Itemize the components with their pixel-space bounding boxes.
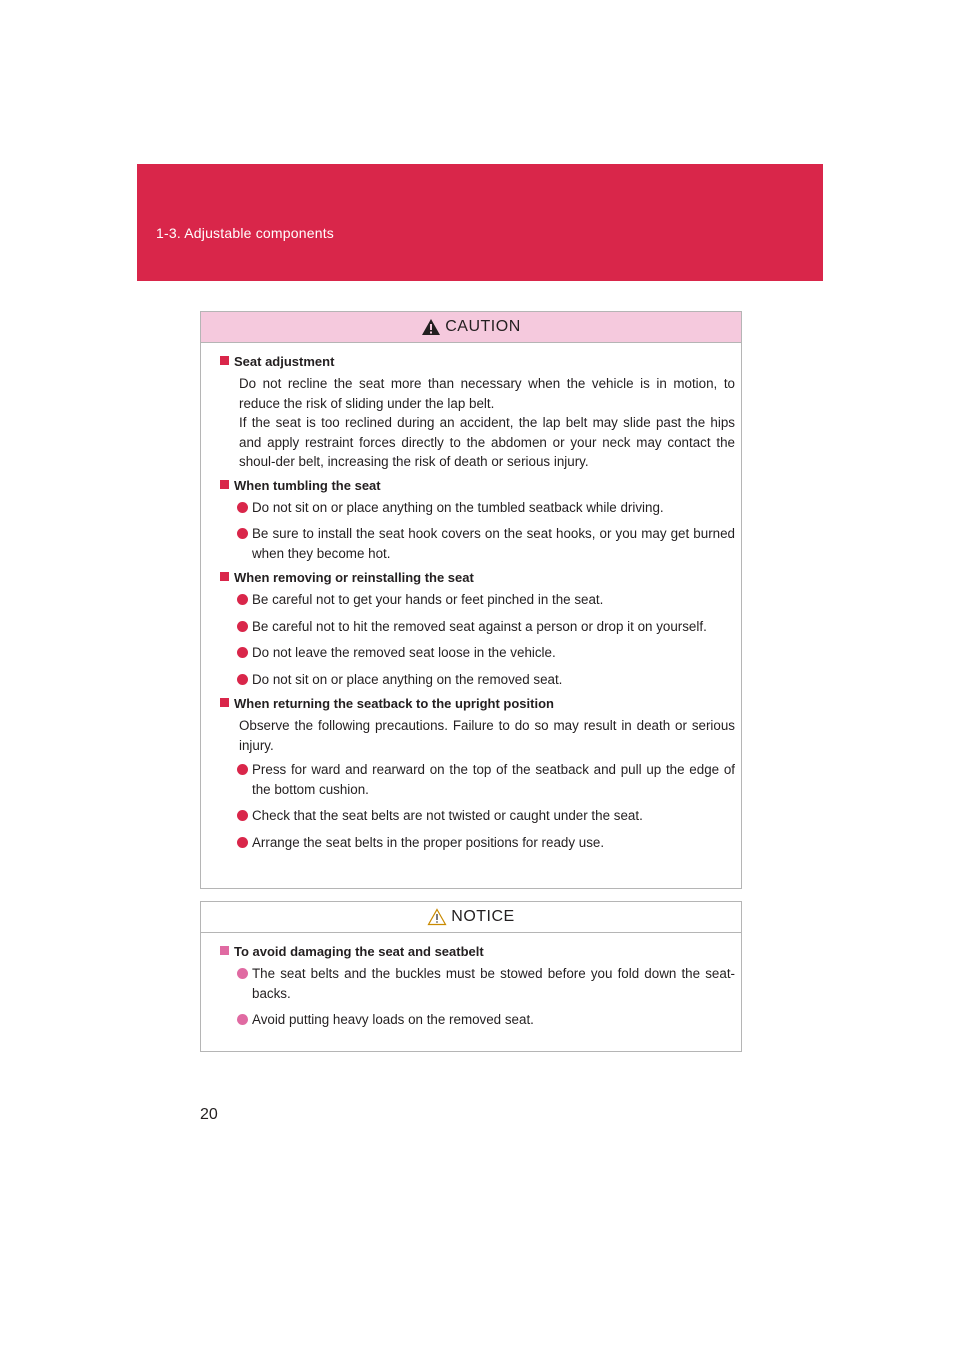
list-item: Arrange the seat belts in the proper positions for ready use. xyxy=(220,833,735,853)
list-item: Check that the seat belts are not twisted or caught under the seat. xyxy=(220,806,735,826)
bullet-icon xyxy=(237,594,248,605)
body-paragraph: Do not recline the seat more than necessary when the vehicle is in motion, to reduce the risk of sliding under the lap belt. xyxy=(239,376,735,411)
bullet-icon xyxy=(237,764,248,775)
bullet-icon xyxy=(237,528,248,539)
bullet-icon xyxy=(237,502,248,513)
section-heading: To avoid damaging the seat and seatbelt xyxy=(220,944,735,959)
bullet-icon xyxy=(237,621,248,632)
list-item: The seat belts and the buckles must be stowed before you fold down the seat-backs. xyxy=(220,964,735,1003)
section-title: 1-3. Adjustable components xyxy=(156,225,334,241)
list-item: Do not sit on or place anything on the removed seat. xyxy=(220,670,735,690)
section-heading: Seat adjustment xyxy=(220,354,735,369)
list-item: Be careful not to hit the removed seat against a person or drop it on yourself. xyxy=(220,617,735,637)
square-bullet-icon xyxy=(220,356,229,365)
list-item: Press for ward and rearward on the top of the seatback and pull up the edge of the bottom cushion. xyxy=(220,760,735,799)
square-bullet-icon xyxy=(220,480,229,489)
notice-header xyxy=(201,902,741,933)
list-item: Be careful not to get your hands or feet pinched in the seat. xyxy=(220,590,735,610)
bullet-icon xyxy=(237,1014,248,1025)
square-bullet-icon xyxy=(220,946,229,955)
list-item: Do not leave the removed seat loose in the vehicle. xyxy=(220,643,735,663)
bullet-icon xyxy=(237,647,248,658)
body-paragraph: If the seat is too reclined during an accident, the lap belt may slide past the hips and apply restraint forces directly to the abdomen or your neck may contact the shoul-der belt, increasing the risk of death or serious injury. xyxy=(239,415,735,469)
header-band xyxy=(137,164,823,281)
bullet-icon xyxy=(237,837,248,848)
body-paragraph: Observe the following precautions. Failure to do so may result in death or serious injury. xyxy=(239,718,735,753)
caution-header xyxy=(201,312,741,343)
warning-outline-icon xyxy=(427,908,447,926)
notice-title: NOTICE xyxy=(451,908,515,925)
bullet-icon xyxy=(237,810,248,821)
page-number: 20 xyxy=(200,1106,218,1123)
list-item: Avoid putting heavy loads on the removed seat. xyxy=(220,1010,735,1030)
bullet-icon xyxy=(237,968,248,979)
square-bullet-icon xyxy=(220,572,229,581)
caution-box xyxy=(200,311,742,889)
section-heading: When returning the seatback to the upright position xyxy=(220,696,735,711)
bullet-icon xyxy=(237,674,248,685)
warning-icon xyxy=(421,318,441,336)
caution-title: CAUTION xyxy=(445,318,521,335)
section-heading: When removing or reinstalling the seat xyxy=(220,570,735,585)
notice-box xyxy=(200,901,742,1052)
list-item: Do not sit on or place anything on the tumbled seatback while driving. xyxy=(220,498,735,518)
list-item: Be sure to install the seat hook covers on the seat hooks, or you may get burned when they become hot. xyxy=(220,524,735,563)
section-heading: When tumbling the seat xyxy=(220,478,735,493)
square-bullet-icon xyxy=(220,698,229,707)
